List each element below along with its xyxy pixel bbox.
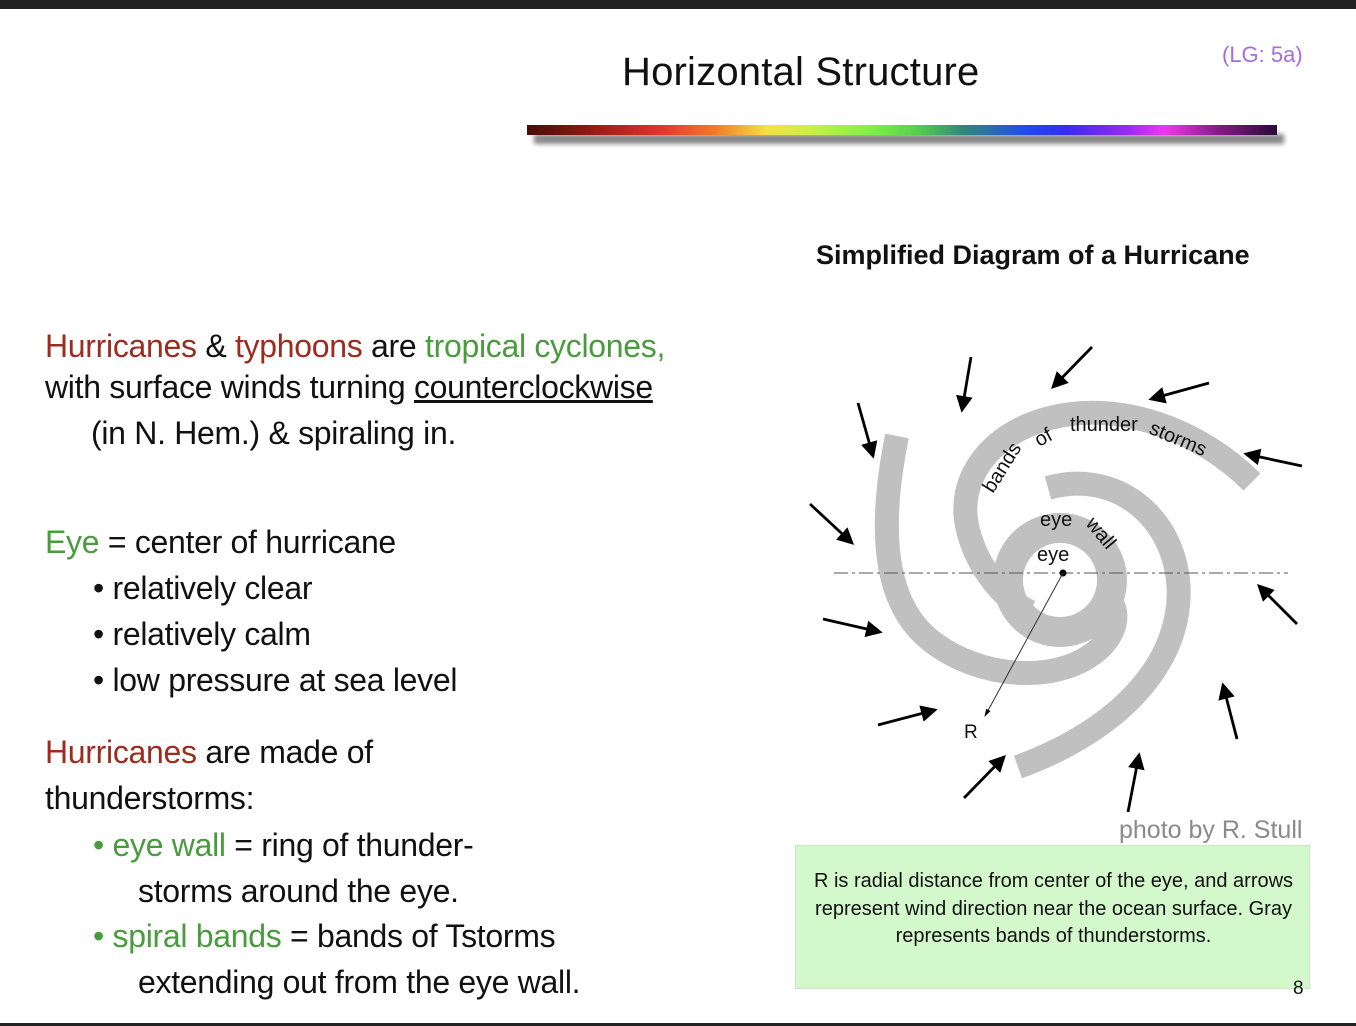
text: & — [196, 328, 235, 364]
term-spiral-bands: spiral bands — [112, 918, 282, 954]
bullet-dot: • — [93, 827, 104, 863]
wind-arrow — [1246, 454, 1302, 466]
bullet-text: relatively calm — [112, 616, 311, 652]
label-eye-wall-eye: eye — [1040, 509, 1073, 531]
term-eye: Eye — [45, 524, 100, 560]
page-number: 8 — [1293, 978, 1304, 999]
wind-arrow — [1151, 383, 1209, 399]
diagram-caption-box — [795, 845, 1310, 989]
term-typhoons: typhoons — [234, 328, 363, 364]
text: = center of hurricane — [99, 524, 396, 560]
label-of: of — [1031, 424, 1057, 452]
made-of-bullet-cont: extending out from the eye wall. — [138, 964, 581, 1000]
wind-arrow — [962, 357, 971, 410]
bullet-dot: • — [93, 570, 104, 606]
wind-arrow — [810, 504, 852, 543]
wind-arrow — [878, 710, 935, 725]
text: with surface winds turning — [45, 369, 414, 405]
wind-arrow — [858, 403, 873, 456]
wind-arrow — [1223, 685, 1237, 739]
wind-arrow — [964, 757, 1004, 798]
term-tropical-cyclones: tropical cyclones, — [425, 328, 666, 364]
label-eye-wall-wall: wall — [1081, 513, 1121, 554]
text: are — [362, 328, 425, 364]
slide-title: Horizontal Structure — [622, 50, 980, 94]
term-counterclockwise: counterclockwise — [413, 369, 653, 405]
bullet-text: relatively clear — [112, 570, 313, 606]
learning-goal-label: (LG: 5a) — [1222, 42, 1303, 67]
bullet-dot: • — [93, 662, 104, 698]
term-hurricanes: Hurricanes — [45, 328, 197, 364]
bullet-dot: • — [93, 918, 104, 954]
label-radius: R — [964, 722, 978, 743]
bullet-dot: • — [93, 616, 104, 652]
wind-arrow — [1128, 755, 1139, 812]
diagram-title: Simplified Diagram of a Hurricane — [816, 240, 1250, 270]
label-eye: eye — [1037, 544, 1070, 566]
text: = bands of Tstorms — [281, 918, 556, 954]
label-storms: storms — [1146, 417, 1210, 462]
wind-arrow — [1259, 586, 1297, 624]
intro-line-3: (in N. Hem.) & spiraling in. — [91, 415, 457, 451]
text: are made of — [196, 734, 373, 770]
wind-arrow — [1053, 347, 1092, 387]
label-bands: bands — [978, 438, 1027, 497]
bullet-text: low pressure at sea level — [112, 662, 458, 698]
photo-credit: photo by R. Stull — [1119, 816, 1303, 844]
term-eye-wall: eye wall — [112, 827, 226, 863]
term-hurricanes: Hurricanes — [45, 734, 197, 770]
made-of-line-2: thunderstorms: — [45, 780, 255, 816]
made-of-bullet-cont: storms around the eye. — [138, 873, 459, 909]
text: = ring of thunder- — [225, 827, 474, 863]
label-thunder: thunder — [1070, 414, 1138, 436]
wind-arrow — [823, 619, 880, 632]
diagram-caption: R is radial distance from center of the eye, and arrows represent wind direction near the ocean surface. Gray represents bands of thunderstorms. — [813, 870, 1294, 947]
spiral-bands — [887, 413, 1252, 767]
